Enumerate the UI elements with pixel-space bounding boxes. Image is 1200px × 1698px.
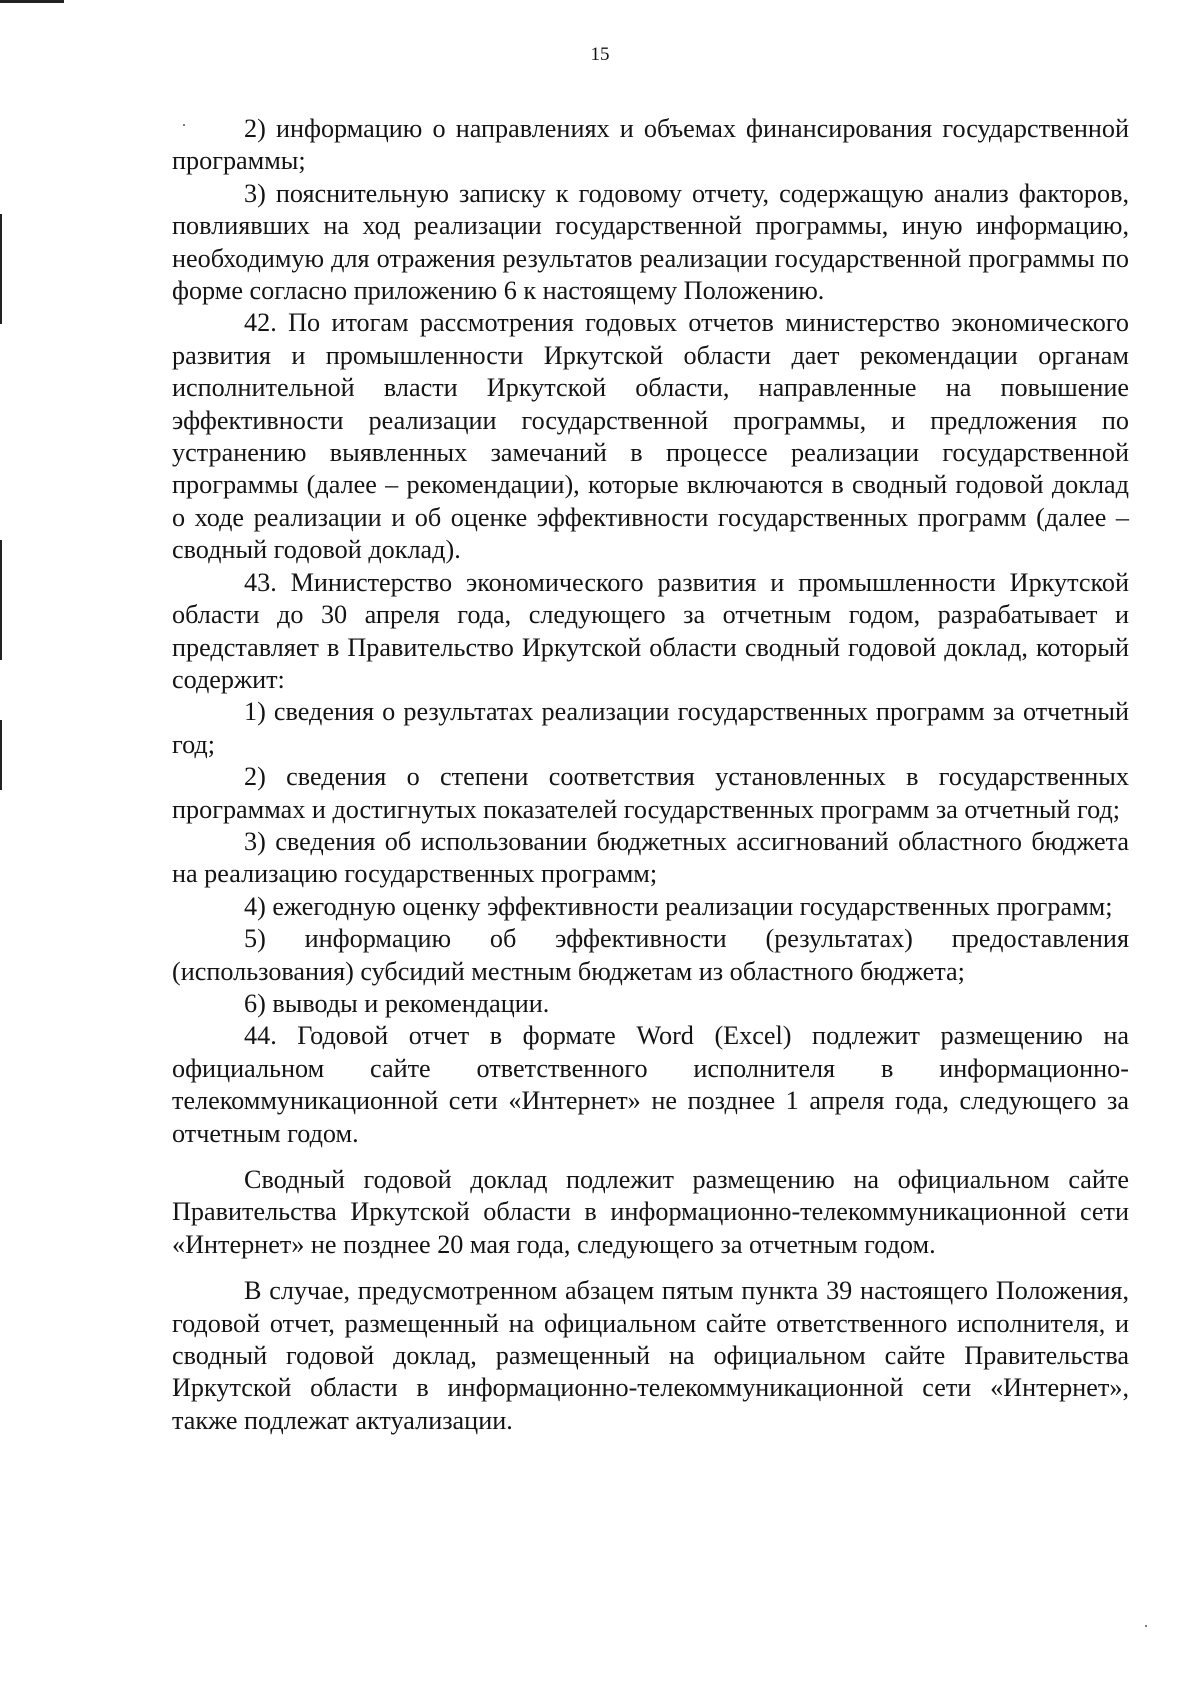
paragraph: 1) сведения о результатах реализации государственных программ за отчетный год; <box>172 697 1129 759</box>
paragraph: В случае, предусмотренном абзацем пятым пункта 39 настоящего Положения, годовой отчет, размещенный на официальном сайте ответственного исполнителя, и сводный годовой доклад, размещенный на официальном сайте Правительства Иркутской области в информационно-телекоммуникационной сети «Интернет», также подлежат актуализации. <box>172 1276 1129 1435</box>
paragraph: 42. По итогам рассмотрения годовых отчетов министерство экономического развития и промышленности Иркутской области дает рекомендации органам исполнительной власти Иркутской области, направленные на повышение эффективности реализации государственной программы, и предложения по устранению выявленных замечаний в процессе реализации государственной программы (далее – рекомендации), которые включаются в сводный годовой доклад о ходе реализации и об оценке эффективности государственных программ (далее – сводный годовой доклад). <box>172 308 1129 565</box>
paragraph: 5) информацию об эффективности (результатах) предоставления (использования) субсидий местным бюджетам из областного бюджета; <box>172 924 1129 986</box>
scan-edge-mark <box>0 720 2 790</box>
scan-speck <box>1145 1625 1147 1627</box>
scan-edge-mark <box>0 214 2 324</box>
scan-edge-mark <box>0 540 2 660</box>
page-number: 15 <box>590 44 610 65</box>
paragraph: 2) информацию о направлениях и объемах финансирования государственной программы; <box>172 114 1129 176</box>
paragraph: 3) сведения об использовании бюджетных ассигнований областного бюджета на реализацию государственных программ; <box>172 826 1129 889</box>
document-body <box>172 113 1129 1437</box>
paragraph: 43. Министерство экономического развития и промышленности Иркутской области до 30 апреля года, следующего за отчетным годом, разрабатывает и представляет в Правительство Иркутской области сводный годовой доклад, который содержит: <box>172 567 1129 694</box>
paragraph: 44. Годовой отчет в формате Word (Excel) подлежит размещению на официальном сайте ответственного исполнителя в информационно-телекоммуникационной сети «Интернет» не позднее 1 апреля года, следующего за отчетным годом. <box>172 1021 1129 1148</box>
paragraph: 4) ежегодную оценку эффективности реализации государственных программ; <box>244 891 1113 921</box>
scan-edge-mark <box>0 0 64 3</box>
paragraph: Сводный годовой доклад подлежит размещению на официальном сайте Правительства Иркутской области в информационно-телекоммуникационной сети «Интернет» не позднее 20 мая года, следующего за отчетным годом. <box>172 1165 1129 1259</box>
paragraph: 2) сведения о степени соответствия установленных в государственных программах и достигнутых показателей государственных программ за отчетный год; <box>172 762 1129 824</box>
paragraph: 6) выводы и рекомендации. <box>244 988 550 1018</box>
paragraph: 3) пояснительную записку к годовому отчету, содержащую анализ факторов, повлиявших на ход реализации государственной программы, иную информацию, необходимую для отражения результатов реализации государственной программы по форме согласно приложению 6 к настоящему Положению. <box>172 178 1129 306</box>
